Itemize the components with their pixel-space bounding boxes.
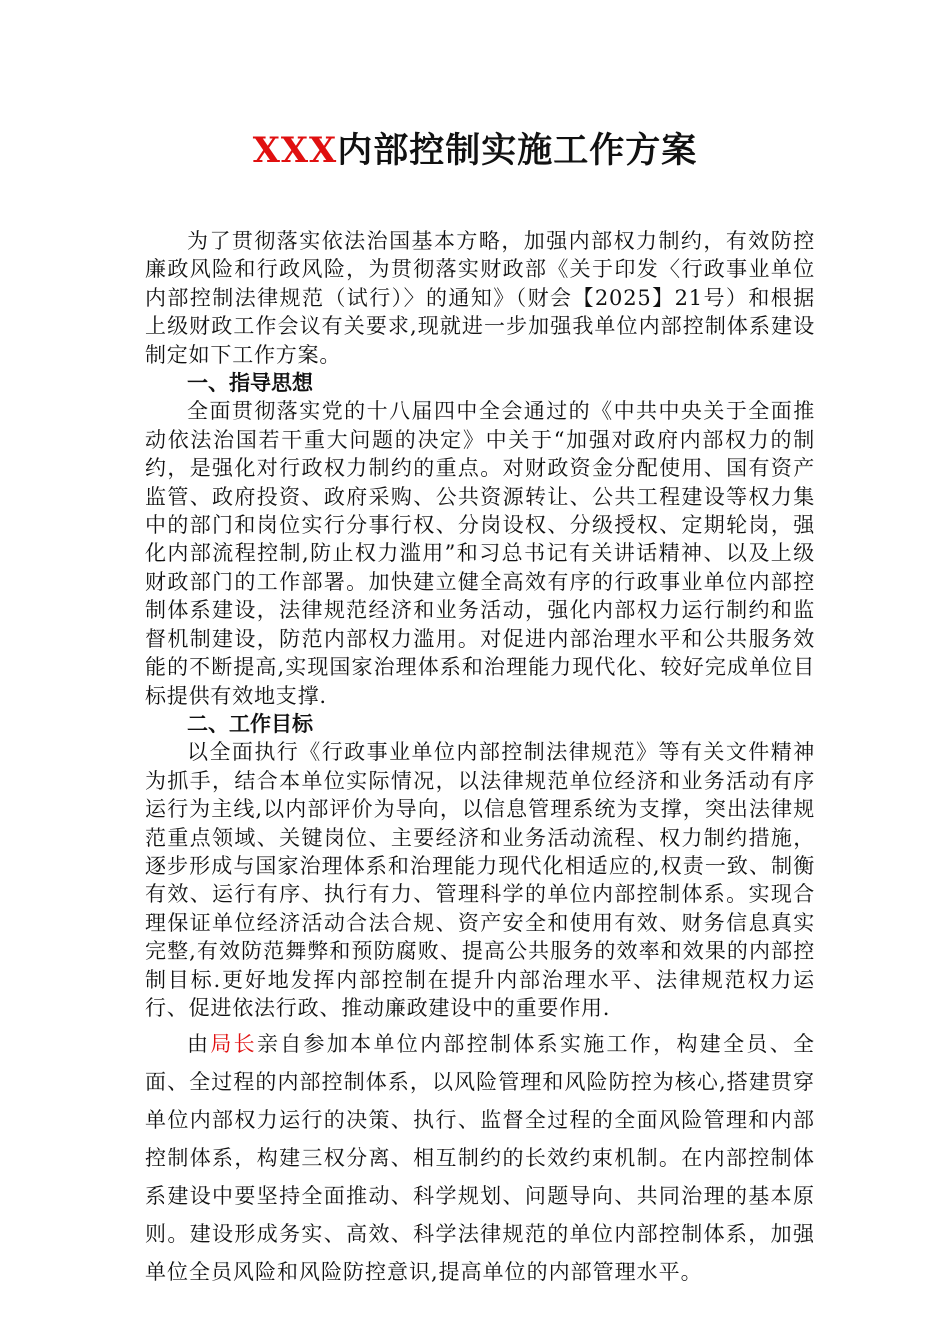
work-goals-paragraph: 以全面执行《行政事业单位内部控制法律规范》等有关文件精神为抓手，结合本单位实际情况，以法律规范单位经济和业务活动有序运行为主线,以内部评价为导向，以信息管理系统为支撑，突出法律规范重点领域、关键岗位、主要经济和业务活动流程、权力制约措施，逐步形成与国家治理体系和治理能力现代化相适应的,权责一致、制衡有效、运行有序、执行有力、管理科学的单位内部控制体系。实现合理保证单位经济活动合法合规、资产安全和使用有效、财务信息真实完整,有效防范舞弊和预防腐败、提高公共服务的效率和效果的内部控制目标.更好地发挥内部控制在提升内部治理水平、法律规范权力运行、促进依法行政、推动廉政建设中的重要作用. [145, 740, 815, 1020]
implementation-paragraph [145, 1025, 815, 1291]
document-body [145, 227, 815, 1291]
implementation-text: 亲自参加本单位内部控制体系实施工作，构建全员、全面、全过程的内部控制体系，以风险管理和风险防控为核心,搭建贯穿单位内部权力运行的决策、执行、监督全过程的全面风险管理和内部控制体系，构建三权分离、相互制约的长效约束机制。在内部控制体系建设中要坚持全面推动、科学规划、问题导向、共同治理的基本原则。建设形成务实、高效、科学法律规范的单位内部控制体系，加强单位全员风险和风险防控意识,提高单位的内部管理水平。 [145, 1032, 816, 1285]
title-main: 内部控制实施工作方案 [337, 130, 698, 171]
title-prefix: XXX [252, 130, 338, 171]
implementation-lead: 由 [187, 1032, 211, 1057]
intro-paragraph: 为了贯彻落实依法治国基本方略，加强内部权力制约，有效防控廉政风险和行政风险，为贯彻落实财政部《关于印发〈行政事业单位内部控制法律规范（试行）〉的通知》（财会【2025】21号）和根据上级财政工作会议有关要求,现就进一步加强我单位内部控制体系建设制定如下工作方案。 [145, 229, 815, 367]
guiding-thought-paragraph: 全面贯彻落实党的十八届四中全会通过的《中共中央关于全面推动依法治国若干重大问题的决定》中关于“加强对政府内部权力的制约，是强化对行政权力制约的重点。对财政资金分配使用、国有资产监管、政府投资、政府采购、公共资源转让、公共工程建设等权力集中的部门和岗位实行分事行权、分岗设权、分级授权、定期轮岗，强化内部流程控制,防止权力滥用”和习总书记有关讲话精神、以及上级财政部门的工作部署。加快建立健全高效有序的行政事业单位内部控制体系建设，法律规范经济和业务活动，强化内部权力运行制约和监督机制建设，防范内部权力滥用。对促进内部治理水平和公共服务效能的不断提高,实现国家治理体系和治理能力现代化、较好完成单位目标提供有效地支撑. [145, 399, 815, 708]
section-heading-work-goals: 二、工作目标 [187, 710, 313, 736]
highlight-director: 局长 [210, 1032, 257, 1057]
document-title [0, 128, 950, 174]
section-heading-guiding-thought: 一、指导思想 [187, 370, 313, 396]
